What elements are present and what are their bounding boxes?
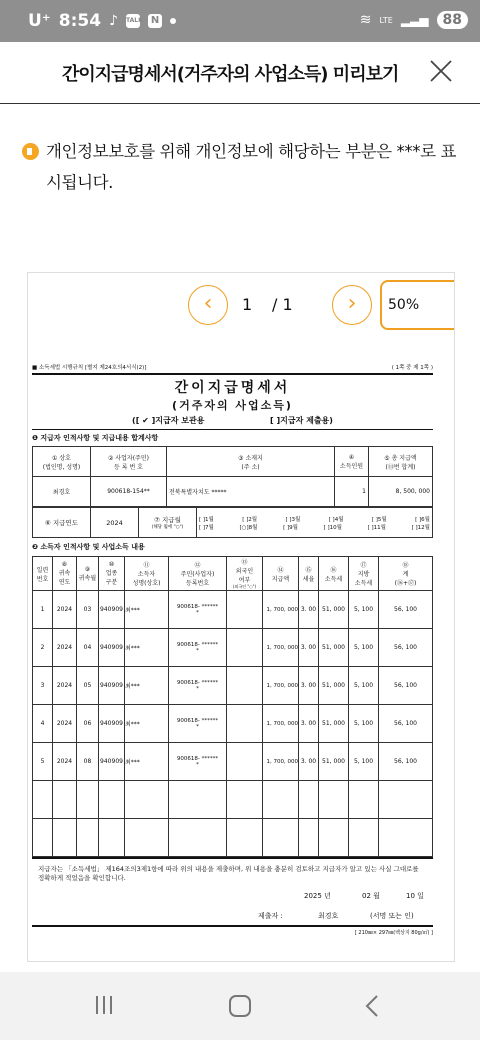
cell-year: 2024 [53, 743, 77, 781]
cell-name: 최*** [125, 629, 169, 667]
close-icon[interactable] [428, 58, 454, 84]
signature-label: (서명 또는 인) [370, 912, 414, 920]
month-box: [ ]2월 [242, 516, 258, 523]
payer-header: ② 사업자(주민) 등 록 번 호 [91, 447, 167, 477]
month-box: [ ]12월 [411, 524, 430, 531]
col-header: ⑩ 업종 구분 [99, 557, 125, 591]
section2-title: ❷ 소득자 인적사항 및 사업소득 내용 [32, 543, 145, 551]
cell-no: 2 [33, 629, 53, 667]
cell-code: 940909 [99, 705, 125, 743]
cell-no: 5 [33, 743, 53, 781]
payer-address: 전북특별자치도 ***** [167, 477, 335, 507]
table-row [33, 667, 433, 705]
col-header: ⑬ 외국인 여부 [235, 559, 254, 584]
chevron-left-icon: ‹ [203, 291, 213, 316]
cell-regno: 900618- ****** * [169, 743, 227, 781]
table-row [33, 705, 433, 743]
law-reference: ■ 소득세법 시행규칙 [별지 제24호의4서식(2)] [32, 365, 147, 371]
month-box: [ ]3월 [285, 516, 301, 523]
cell-name: 최*** [125, 705, 169, 743]
cell-foreign [227, 667, 263, 705]
page-title: 간이지급명세서(거주자의 사업소득) 미리보기 [62, 64, 399, 85]
cell-year: 2024 [53, 591, 77, 629]
next-page-button[interactable] [332, 285, 372, 325]
month-box: [ ]11월 [367, 524, 386, 531]
col-header: ⑯ 소득세 [319, 557, 349, 591]
cell-name: 최*** [125, 591, 169, 629]
cell-sum: 56, 100 [379, 591, 433, 629]
payer-header: ① 상호 (법인명, 성명) [33, 447, 91, 477]
section1-title: ❶ 지급자 인적사항 및 지급내용 합계사항 [32, 434, 159, 442]
cell-amount: 1, 700, 000 [263, 667, 299, 705]
cell-no: 1 [33, 591, 53, 629]
col-header: ⑨ 귀속월 [77, 557, 99, 591]
cell-no: 4 [33, 705, 53, 743]
month-box: [ ]10월 [323, 524, 342, 531]
cell-amount: 1, 700, 000 [263, 591, 299, 629]
kakaotalk-icon: TALK [126, 14, 140, 28]
date-month: 02 월 [362, 892, 380, 900]
system-nav-bar [0, 972, 480, 1040]
cell-foreign [227, 629, 263, 667]
earner-table [32, 556, 433, 857]
network-label: LTE [379, 15, 393, 25]
cell-month: 05 [77, 667, 99, 705]
payer-table [32, 446, 433, 507]
month-box: [ ]4월 [328, 516, 344, 523]
payer-count: 1 [335, 477, 369, 507]
cell-regno: 900618- ****** * [169, 591, 227, 629]
col-header: 일련 번호 [33, 557, 53, 591]
empty-row [33, 781, 433, 819]
battery-icon: 88 [437, 11, 468, 29]
cell-month: 03 [77, 591, 99, 629]
paper-size: [ 210㎜× 297㎜(백상지 80g/㎡) ] [32, 925, 433, 936]
page-info: ( 1쪽 중 제 1쪽 ) [391, 365, 433, 371]
cell-regno: 900618- ****** * [169, 705, 227, 743]
payer-total: 8, 500, 000 [369, 477, 433, 507]
speaker-icon [22, 143, 39, 160]
form-title: 간이지급명세서 [174, 380, 291, 396]
cell-tax: 51, 000 [319, 591, 349, 629]
col-header: ⑱ 계 (⑯+⑰) [379, 557, 433, 591]
form-subtitle: (거주자의 사업소득) [172, 399, 293, 412]
prev-page-button[interactable] [188, 285, 228, 325]
cell-sum: 56, 100 [379, 743, 433, 781]
cell-foreign [227, 591, 263, 629]
cell-rate: 3. 00 [299, 743, 319, 781]
cell-regno: 900618- ****** * [169, 667, 227, 705]
cell-local: 5, 100 [349, 667, 379, 705]
payer-header: ④ 소득인원 [335, 447, 369, 477]
cell-sum: 56, 100 [379, 705, 433, 743]
cell-regno: 900618- ****** * [169, 629, 227, 667]
month-box: [ ]7월 [199, 524, 214, 531]
col-header: ⑮ 세율 [299, 557, 319, 591]
submitter-name: 최경호 [318, 912, 339, 920]
payer-regno: 900618-154** [91, 477, 167, 507]
tiktok-icon: ♪ [109, 13, 119, 29]
pay-month-note: (해당 월에 "○") [151, 525, 184, 530]
cell-sum: 56, 100 [379, 667, 433, 705]
col-header: ⑫ 주민(사업자) 등록번호 [169, 557, 227, 591]
cell-rate: 3. 00 [299, 705, 319, 743]
notification-dot-icon [170, 18, 176, 24]
month-box: [ ]1월 [199, 516, 214, 523]
cell-local: 5, 100 [349, 705, 379, 743]
table-row [33, 629, 433, 667]
col-header: ⑰ 지방 소득세 [349, 557, 379, 591]
col-header: ⑧ 귀속 연도 [53, 557, 77, 591]
total-pages: / 1 [272, 295, 293, 314]
cell-foreign [227, 705, 263, 743]
cell-code: 940909 [99, 591, 125, 629]
cell-no: 3 [33, 667, 53, 705]
col-header: ⑭ 지급액 [263, 557, 299, 591]
cell-tax: 51, 000 [319, 743, 349, 781]
current-page: 1 [242, 295, 253, 314]
pay-month-label: ⑦ 지급월 [154, 516, 181, 524]
cell-code: 940909 [99, 629, 125, 667]
cell-month: 08 [77, 743, 99, 781]
month-box: [ ]9월 [283, 524, 298, 531]
foreign-note: (외국인 "○") [232, 584, 257, 589]
cell-local: 5, 100 [349, 591, 379, 629]
month-box: [ ]5월 [371, 516, 387, 523]
cell-name: 최*** [125, 667, 169, 705]
chevron-right-icon: › [347, 291, 357, 316]
back-button[interactable] [364, 994, 380, 1018]
home-button[interactable] [229, 995, 251, 1017]
cell-local: 5, 100 [349, 629, 379, 667]
payer-header: ③ 소재지 (주 소) [167, 447, 335, 477]
cell-year: 2024 [53, 705, 77, 743]
pay-year: 2024 [91, 508, 139, 538]
document-viewer[interactable] [27, 272, 455, 962]
submitter-label: 제출자 : [258, 912, 283, 920]
col-header: ⑪ 소득자 성명(상호) [125, 557, 169, 591]
app-header [0, 42, 480, 104]
signal-icon: ▂▃▅ [400, 13, 429, 27]
cell-amount: 1, 700, 000 [263, 743, 299, 781]
cell-sum: 56, 100 [379, 629, 433, 667]
privacy-notice [22, 136, 462, 198]
table-row [33, 591, 433, 629]
month-box: [○]8월 [239, 524, 258, 531]
payer-header: ⑤ 총 지급액 (⑬번 합계) [369, 447, 433, 477]
carrier-label: U⁺ [28, 11, 51, 31]
cell-rate: 3. 00 [299, 591, 319, 629]
pager [28, 273, 455, 335]
cell-tax: 51, 000 [319, 667, 349, 705]
cell-month: 04 [77, 629, 99, 667]
month-box: [ ]6월 [415, 516, 430, 523]
cell-name: 최*** [125, 743, 169, 781]
withholding-form [28, 363, 455, 936]
clock: 8:54 [58, 11, 102, 31]
zoom-level-input[interactable]: 50% [380, 280, 455, 330]
naver-icon: N [148, 14, 162, 28]
wifi-icon: ≋ [359, 12, 372, 28]
payer-submit-copy-label: [ ]지급자 제출용) [270, 416, 333, 425]
cell-local: 5, 100 [349, 743, 379, 781]
empty-row [33, 819, 433, 857]
status-bar [0, 0, 480, 42]
cell-amount: 1, 700, 000 [263, 705, 299, 743]
cell-code: 940909 [99, 743, 125, 781]
declaration-text: 지급자는 「소득세법」 제164조의3제1항에 따라 위의 내용을 제출하며, 위 내용을 충분히 검토하고 지급자가 알고 있는 사실 그대로를 정확하게 적었음을 확인합니다. [32, 857, 433, 883]
cell-tax: 51, 000 [319, 629, 349, 667]
cell-year: 2024 [53, 667, 77, 705]
cell-tax: 51, 000 [319, 705, 349, 743]
date-year: 2025 년 [304, 892, 331, 900]
recent-apps-button[interactable] [96, 996, 112, 1014]
pay-year-label: ⑥ 지급연도 [33, 508, 91, 538]
table-row [33, 743, 433, 781]
cell-rate: 3. 00 [299, 667, 319, 705]
date-day: 10 일 [406, 892, 424, 900]
payer-name: 최경호 [33, 477, 91, 507]
cell-year: 2024 [53, 629, 77, 667]
cell-code: 940909 [99, 667, 125, 705]
cell-month: 06 [77, 705, 99, 743]
cell-rate: 3. 00 [299, 629, 319, 667]
notice-text: 개인정보보호를 위해 개인정보에 해당하는 부분은 ***로 표시됩니다. [46, 142, 457, 192]
payer-keep-copy-label: ([ ✔ ]지급자 보관용 [132, 416, 205, 425]
cell-amount: 1, 700, 000 [263, 629, 299, 667]
pay-period-table [32, 507, 433, 538]
cell-foreign [227, 743, 263, 781]
